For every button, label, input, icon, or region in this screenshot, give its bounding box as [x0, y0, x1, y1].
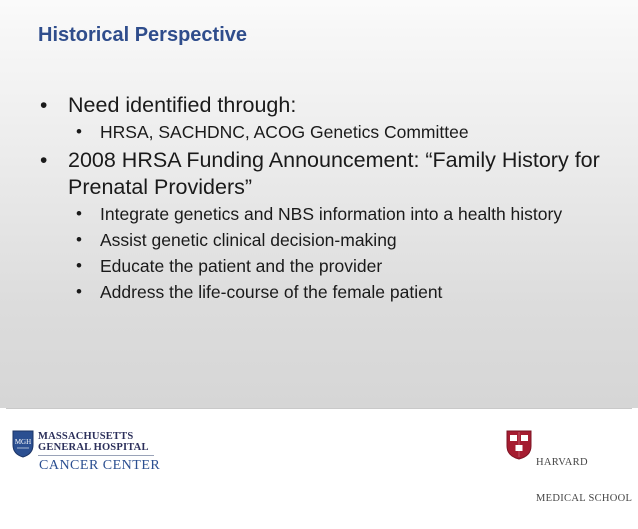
bullet-list — [0, 92, 638, 307]
mgh-logo-rule — [38, 455, 154, 456]
slide-title: Historical Perspective — [38, 24, 247, 46]
mgh-cancer-center-text: CANCER CENTER — [39, 458, 161, 473]
harvard-name — [536, 433, 632, 529]
harvard-shield-icon — [506, 430, 532, 460]
sub-bullet-address: • Address the life-course of the female patient — [0, 281, 638, 303]
sub-bullet-educate: • Educate the patient and the provider — [0, 255, 638, 277]
bullet-need-identified: • Need identified through: — [0, 92, 638, 119]
sub-bullet-integrate: • Integrate genetics and NBS information into a health history — [0, 203, 638, 225]
mgh-shield-text: MGH — [14, 438, 32, 446]
footer-divider — [6, 408, 632, 409]
mgh-name — [38, 431, 149, 453]
sub-bullet-committees: • HRSA, SACHDNC, ACOG Genetics Committee — [0, 121, 638, 143]
harvard-name-line2: MEDICAL SCHOOL — [536, 493, 633, 504]
mgh-cancer-center-logo — [12, 428, 162, 474]
mgh-shield-icon — [12, 430, 34, 458]
harvard-name-line1: HARVARD — [536, 457, 588, 468]
mgh-name-line1: MASSACHUSETTS — [38, 431, 134, 442]
mgh-name-line2: GENERAL HOSPITAL — [38, 442, 149, 453]
bullet-funding-announcement: • 2008 HRSA Funding Announcement: “Family History for Prenatal Providers” — [0, 147, 638, 201]
harvard-medical-school-logo — [506, 430, 634, 504]
sub-bullet-assist: • Assist genetic clinical decision-making — [0, 229, 638, 251]
